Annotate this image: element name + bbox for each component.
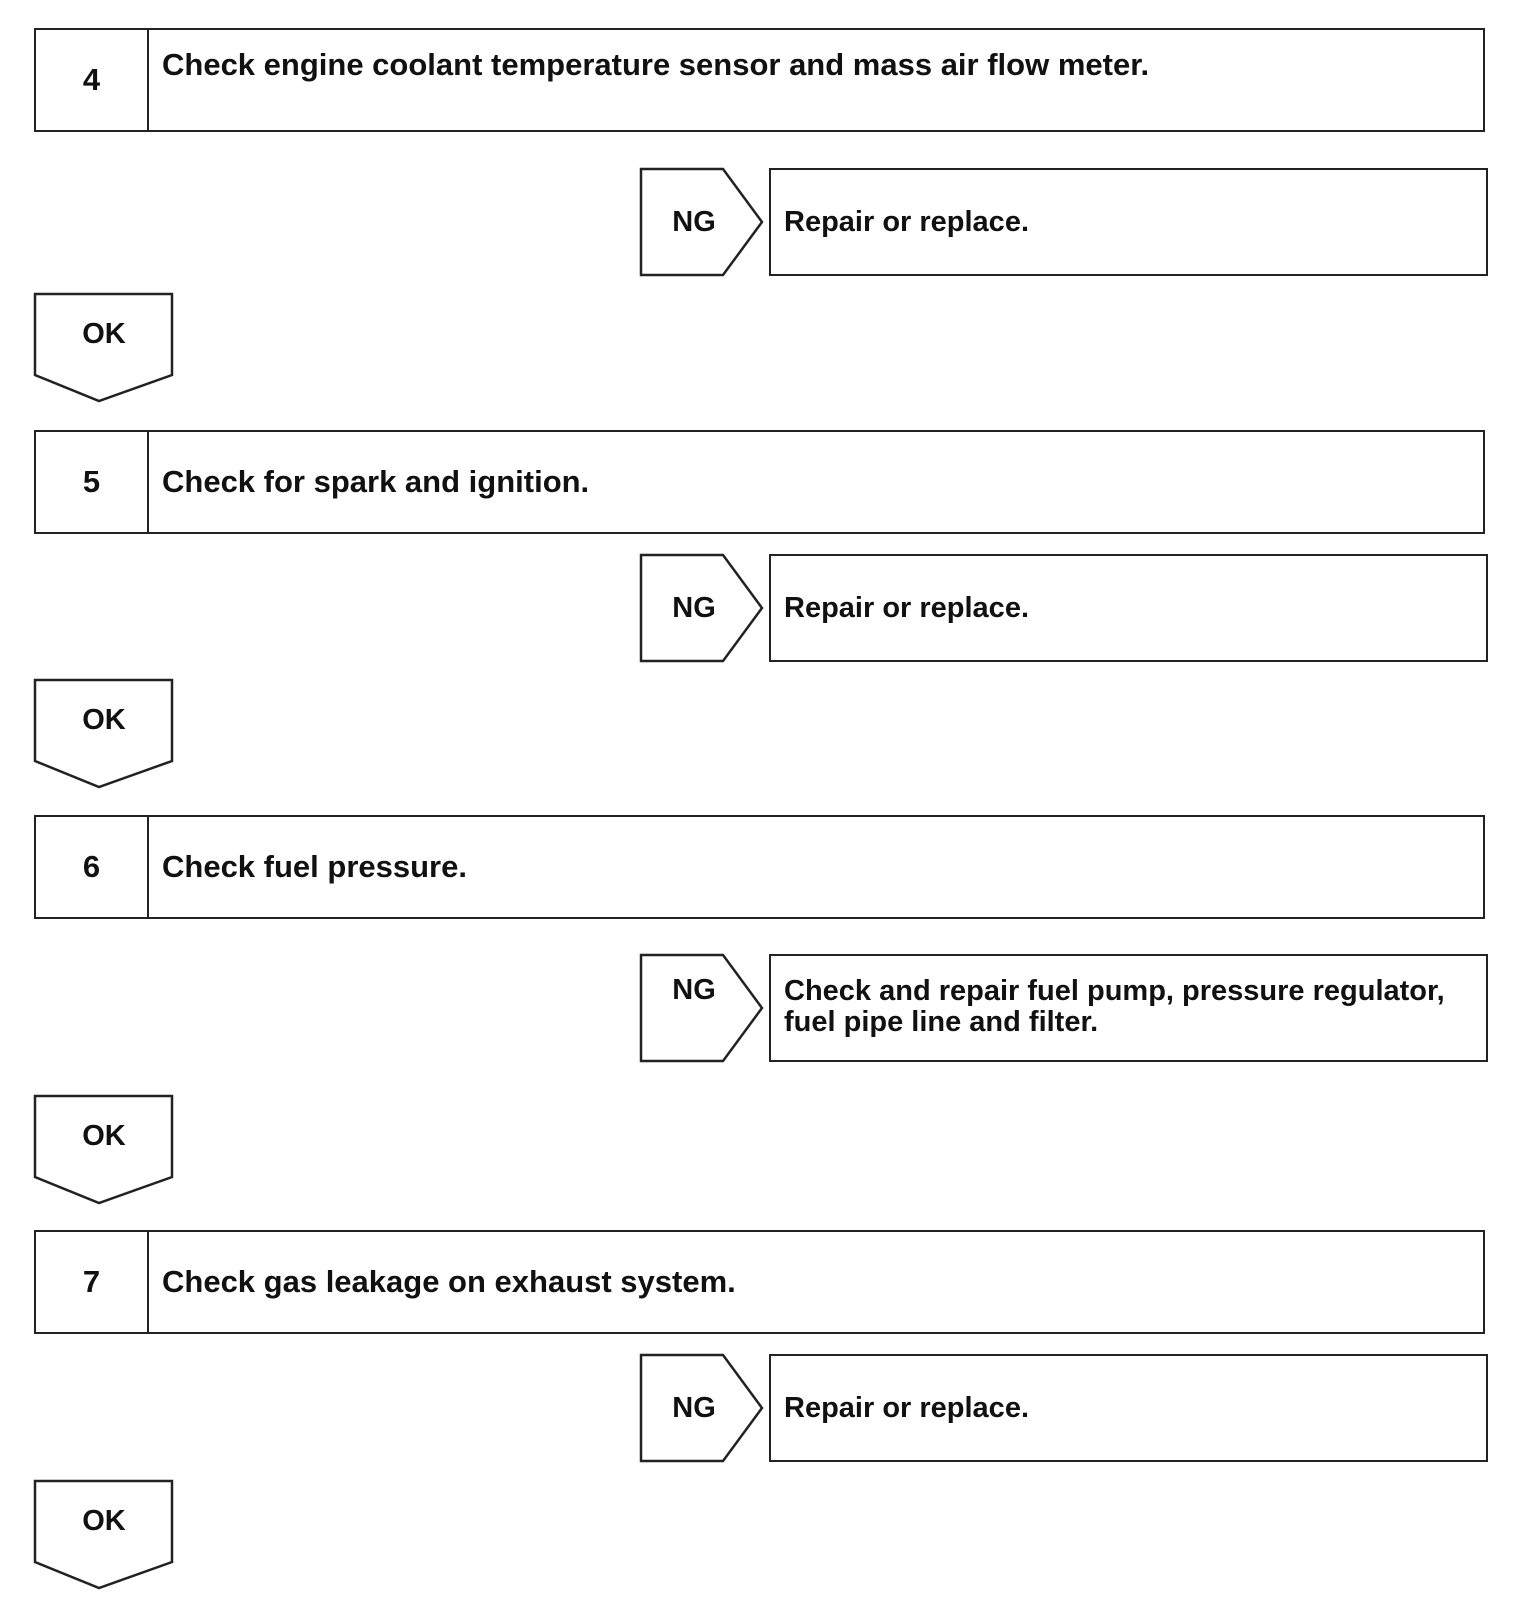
ng-action-line: Check and repair fuel pump, pressure regulator, [784,975,1445,1007]
step-text: Check gas leakage on exhaust system. [162,1264,736,1299]
ng-arrow [640,168,764,276]
step-box-5 [34,430,1485,534]
step-number: 5 [36,432,149,532]
ng-label: NG [672,591,716,624]
ok-arrow [34,1480,174,1590]
ng-arrow [640,1354,764,1462]
ng-action-text: Repair or replace. [784,591,1029,624]
step-text: Check fuel pressure. [162,849,467,884]
step-number: 7 [36,1232,149,1332]
ng-action-box [769,954,1488,1062]
ng-action-box [769,1354,1488,1462]
step-number: 6 [36,817,149,917]
ng-label: NG [672,1391,716,1424]
ok-label: OK [82,703,126,736]
step-box-6 [34,815,1485,919]
ok-arrow [34,293,174,403]
ng-action-line: fuel pipe line and filter. [784,1006,1099,1038]
ng-action-box [769,554,1488,662]
step-box-4 [34,28,1485,132]
step-box-7 [34,1230,1485,1334]
ng-label: NG [672,974,716,1006]
ok-label: OK [82,1504,126,1537]
ok-arrow [34,1095,174,1205]
ng-action-text [784,956,1478,1060]
step-number: 4 [36,30,149,130]
step-text: Check engine coolant temperature sensor and mass air flow meter. [162,47,1150,82]
ok-label: OK [82,317,126,350]
ng-action-text: Repair or replace. [784,1391,1029,1424]
ng-action-text: Repair or replace. [784,205,1029,238]
ng-arrow [640,554,764,662]
ok-label: OK [82,1119,126,1152]
ng-label: NG [672,205,716,238]
ng-action-box [769,168,1488,276]
step-text: Check for spark and ignition. [162,464,590,499]
ng-arrow [640,954,764,1062]
ok-arrow [34,679,174,789]
